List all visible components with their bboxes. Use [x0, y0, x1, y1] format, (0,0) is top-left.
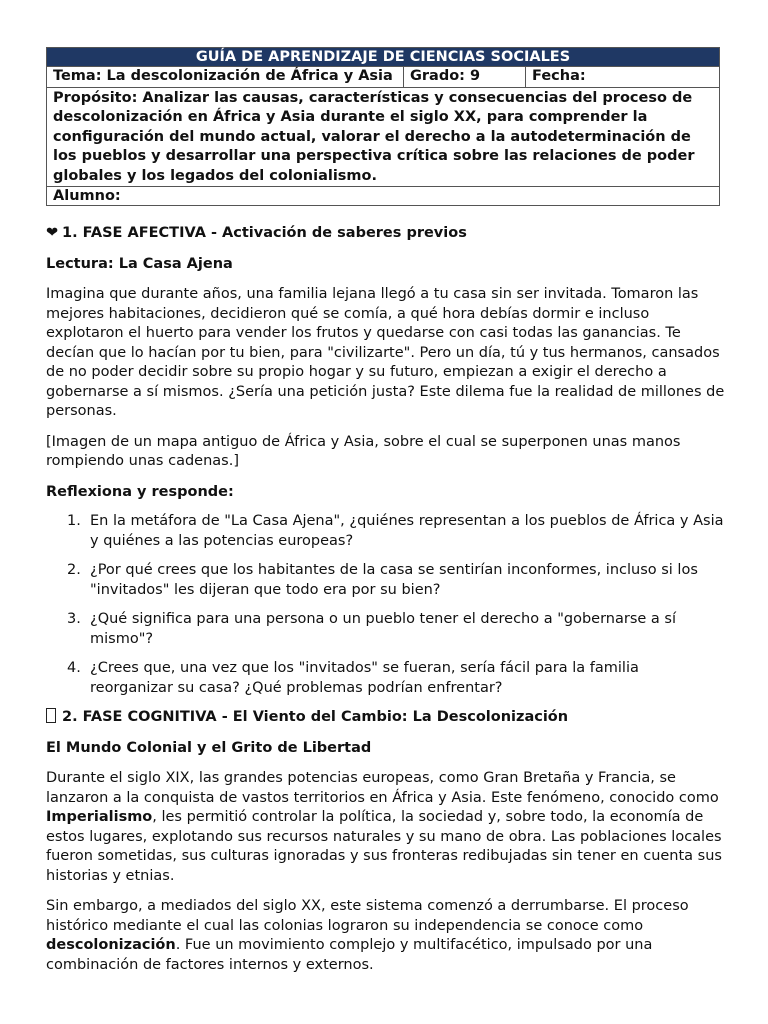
- imperialism-paragraph: Durante el siglo XIX, las grandes potencias europeas, como Gran Bretaña y Francia, se lanzaron a la conquista de vastos territorios en África y Asia. Este fenómeno, conocido como Imperialismo, les permitió controlar la política, la sociedad y, sobre todo, la economía de estos lugares, explotando sus recursos naturales y su mano de obra. Las poblaciones locales fueron sometidas, sus culturas ignoradas y sus fronteras redibujadas sin tener en cuenta sus historias y etnias.: [46, 770, 722, 884]
- question-list: [46, 512, 726, 698]
- decolonization-term: descolonización: [46, 937, 176, 953]
- question-item: 2. ¿Por qué crees que los habitantes de la casa se sentirían inconformes, incluso si los "invitados" les dijeran que todo era por su bien?: [67, 562, 698, 598]
- alumno-cell: Alumno:: [47, 187, 720, 206]
- reflect-heading: Reflexiona y responde:: [46, 483, 234, 500]
- reading-title: Lectura: La Casa Ajena: [46, 255, 233, 272]
- missing-glyph-icon: [46, 708, 56, 723]
- proposito-cell: Propósito: Analizar las causas, características y consecuencias del proceso de descolonización en África y Asia durante el siglo XX, para comprender la configuración del mundo actual, valorar el derecho a la autodeterminación de los pueblos y desarrollar una perspectiva crítica sobre las relaciones de poder globales y los legados del colonialismo.: [47, 87, 720, 187]
- tema-cell: Tema: La descolonización de África y Asia: [47, 67, 404, 88]
- question-item: 4. ¿Crees que, una vez que los "invitados" se fueran, sería fácil para la familia reorganizar su casa? ¿Qué problemas podrían enfrentar?: [67, 660, 639, 696]
- question-text: ¿Qué significa para una persona o un pueblo tener el derecho a "gobernarse a sí mismo"?: [90, 611, 676, 647]
- phase-1-heading-text: 1. FASE AFECTIVA - Activación de saberes previos: [62, 225, 467, 241]
- guide-content: [46, 224, 726, 975]
- reading-text: Imagina que durante años, una familia lejana llegó a tu casa sin ser invitada. Tomaron las mejores habitaciones, decidieron qué se comía, a qué hora debías dormir e incluso explotaron el huerto para vender los frutos y quedarse con casi todas las ganancias. Te decían que lo hacían por tu bien, para "civilizarte". Pero un día, tú y tus hermanos, cansados de no poder decidir sobre su propio hogar y su futuro, empiezan a exigir el derecho a gobernarse a sí mismos. ¿Sería una petición justa? Este dilema fue la realidad de millones de personas.: [46, 286, 725, 419]
- decolonization-paragraph: Sin embargo, a mediados del siglo XX, este sistema comenzó a derrumbarse. El proceso histórico mediante el cual las colonias lograron su independencia se conoce como descolonización. Fue un movimiento complejo y multifacético, impulsado por una combinación de factores internos y externos.: [46, 898, 689, 973]
- question-text: ¿Crees que, una vez que los "invitados" se fueran, sería fácil para la familia reorganizar su casa? ¿Qué problemas podrían enfrentar?: [90, 660, 639, 696]
- phase-2-heading: [46, 708, 726, 728]
- question-item: 3. ¿Qué significa para una persona o un pueblo tener el derecho a "gobernarse a sí mismo"?: [67, 611, 676, 647]
- fecha-cell: Fecha:: [526, 67, 720, 88]
- guide-title: GUÍA DE APRENDIZAJE DE CIENCIAS SOCIALES: [47, 48, 720, 67]
- heart-icon: ❤: [46, 225, 59, 241]
- grado-cell: Grado: 9: [404, 67, 526, 88]
- imperialism-term: Imperialismo: [46, 809, 153, 825]
- question-text: ¿Por qué crees que los habitantes de la casa se sentirían inconformes, incluso si los "invitados" les dijeran que todo era por su bien?: [90, 562, 698, 598]
- image-note: [Imagen de un mapa antiguo de África y Asia, sobre el cual se superponen unas manos rompiendo unas cadenas.]: [46, 433, 681, 469]
- phase-2-heading-text: 2. FASE COGNITIVA - El Viento del Cambio: La Descolonización: [62, 709, 569, 725]
- phase-1-heading: [46, 224, 726, 244]
- question-item: 1. En la metáfora de "La Casa Ajena", ¿quiénes representan a los pueblos de África y Asia y quiénes a las potencias europeas?: [67, 513, 724, 549]
- question-text: En la metáfora de "La Casa Ajena", ¿quiénes representan a los pueblos de África y Asia y quiénes a las potencias europeas?: [90, 513, 724, 549]
- header-table: [46, 47, 720, 206]
- colonial-world-heading: El Mundo Colonial y el Grito de Libertad: [46, 739, 372, 756]
